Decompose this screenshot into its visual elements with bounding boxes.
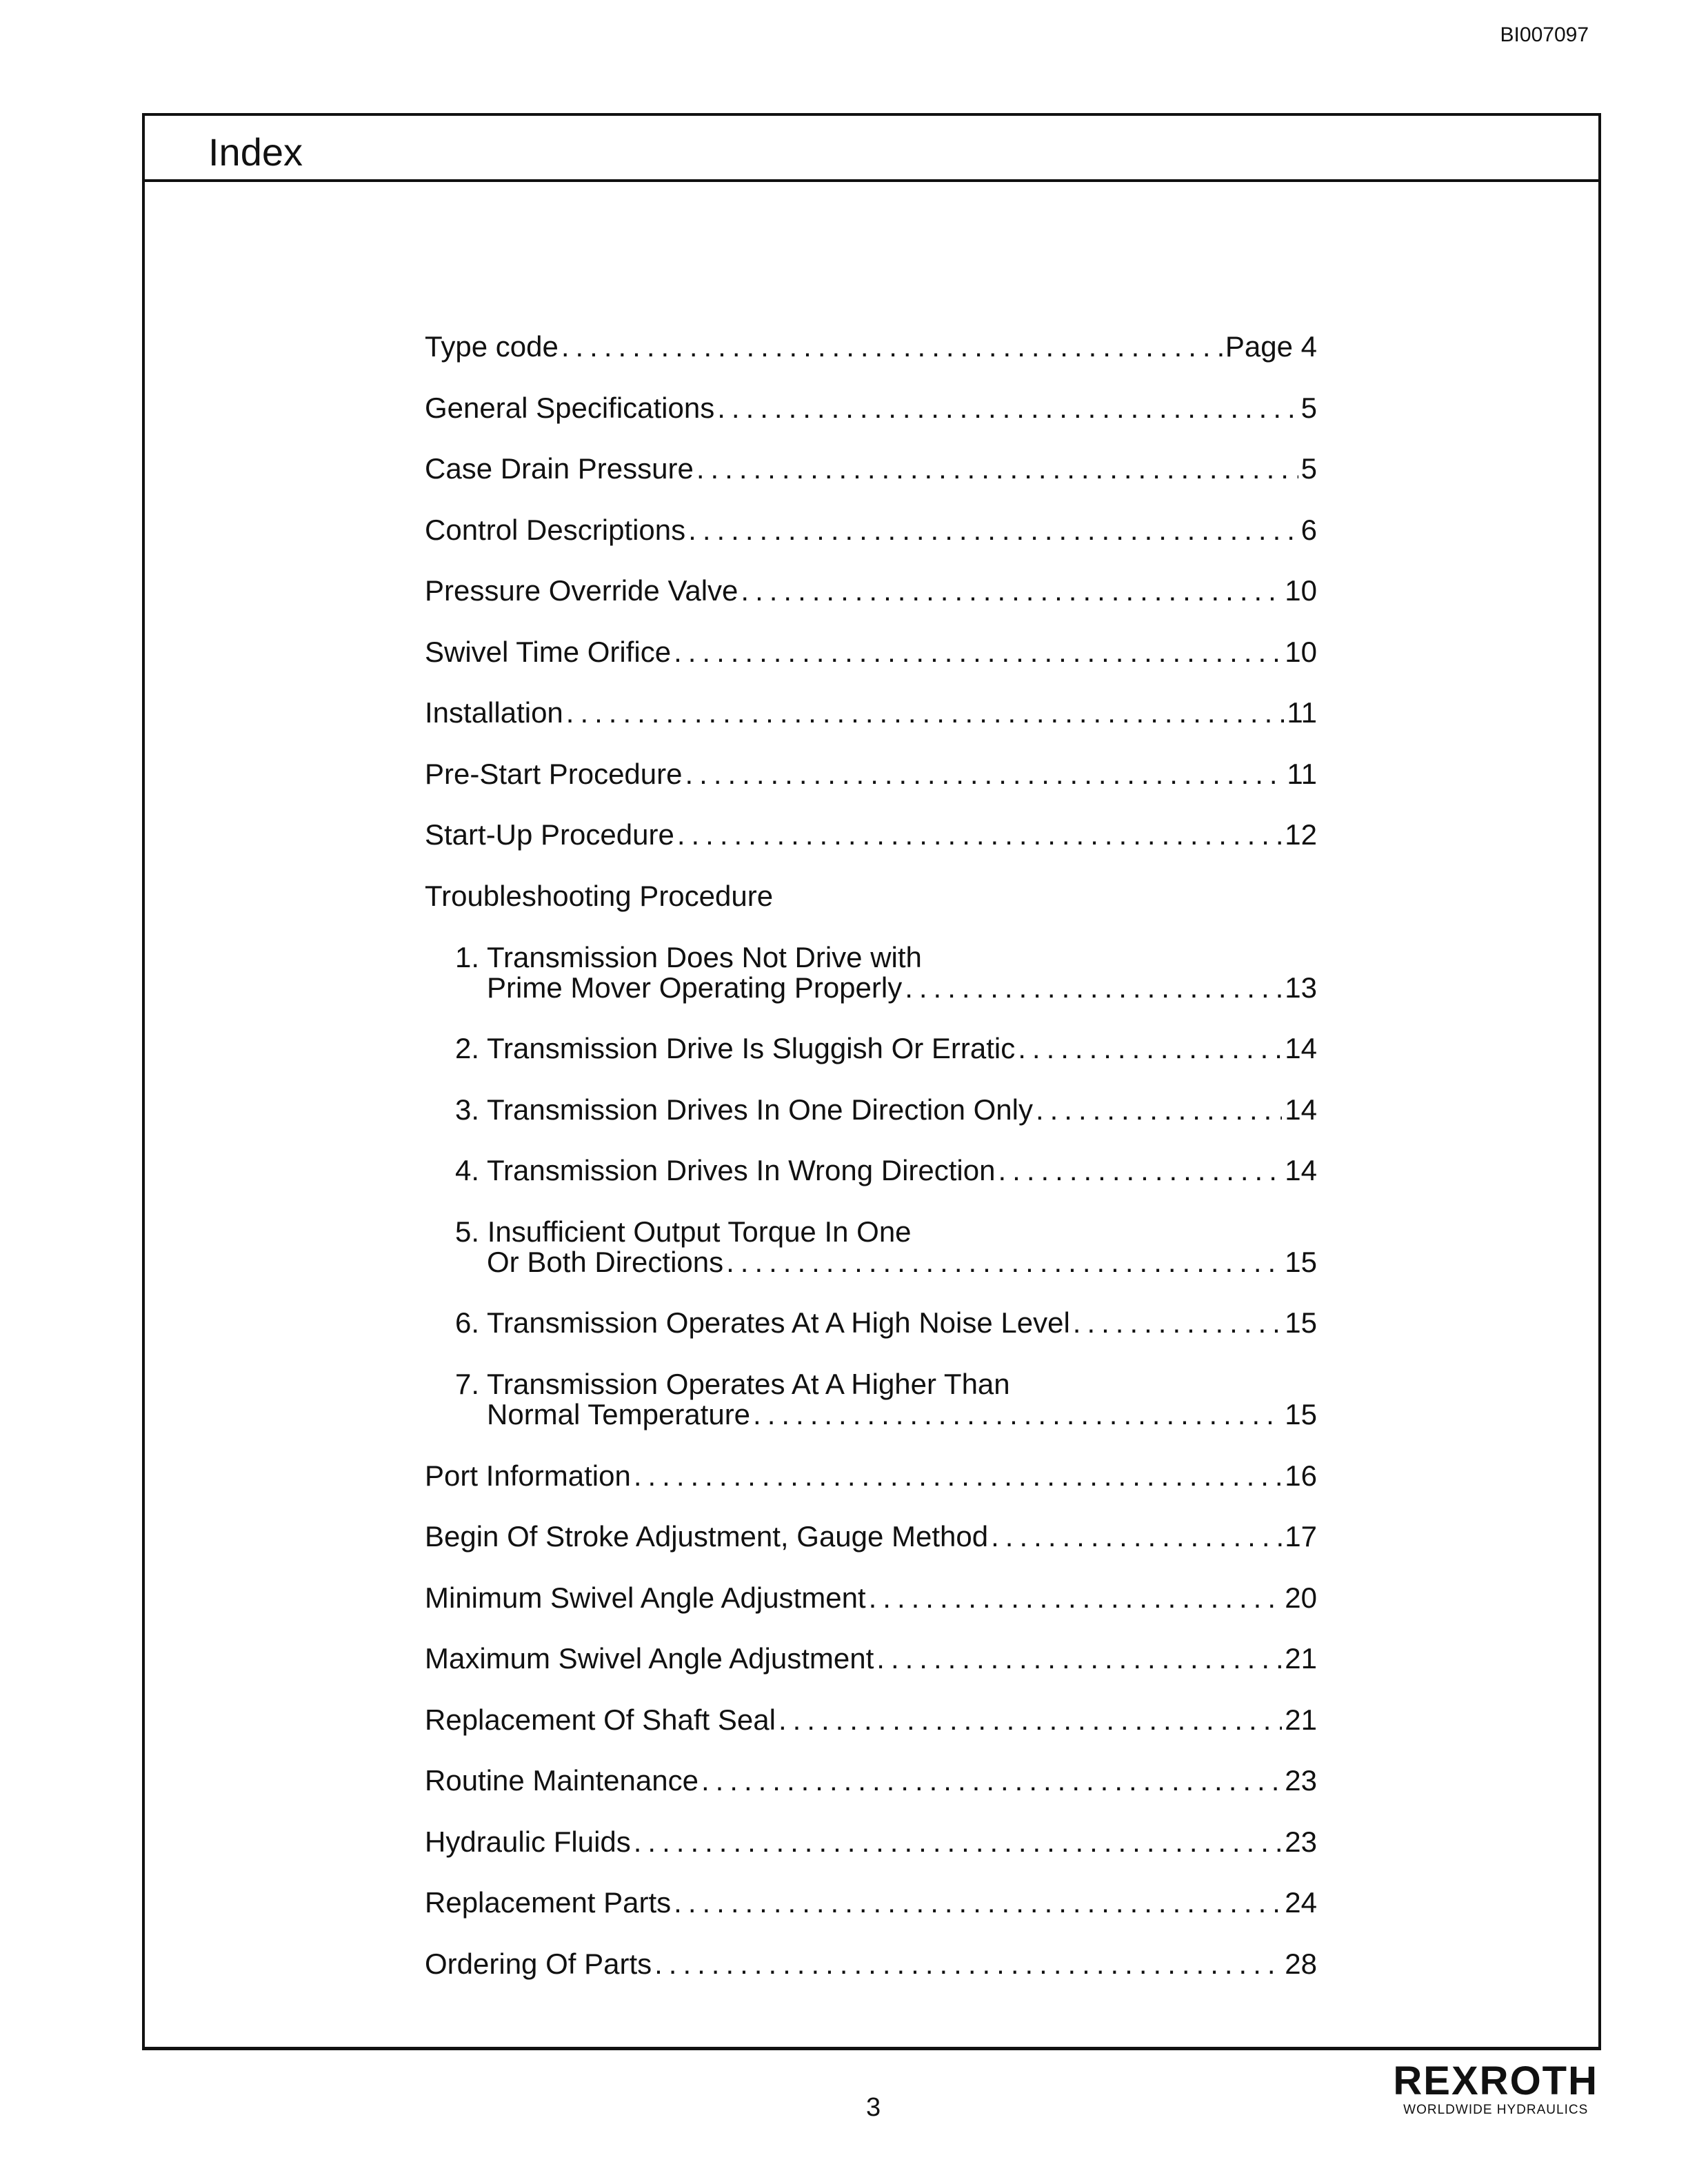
toc-entry-page: 21 [1285,1642,1317,1675]
rexroth-logo [1393,2061,1598,2118]
toc-entry-label: Type code [425,330,559,363]
toc-entry [425,392,1317,424]
toc-entry-page: 23 [1285,1826,1317,1858]
toc-entry-page: 13 [1285,971,1317,1004]
toc-entry-label: Pre-Start Procedure [425,758,683,790]
leader-dots [778,1704,1282,1736]
toc-entry [425,514,1317,546]
toc-entry-label: Swivel Time Orifice [425,636,672,668]
leader-dots [741,575,1282,607]
document-id: BI007097 [1500,23,1589,46]
toc-entry [425,758,1317,790]
leader-dots [696,453,1298,485]
leader-dots [566,697,1285,729]
toc-entry [425,1948,1317,1980]
toc-entry-page: 10 [1285,636,1317,668]
toc-entry-page: 6 [1300,514,1317,546]
troubleshooting-item-line1: 5. Insufficient Output Torque In One [455,1215,912,1248]
toc-entry-page: 15 [1285,1398,1317,1430]
leader-dots [753,1399,1282,1430]
toc-entry-label: Pressure Override Valve [425,574,738,607]
toc-entry-label: Minimum Swivel Angle Adjustment [425,1581,866,1614]
toc-entry-label: Control Descriptions [425,514,686,546]
troubleshooting-item-label: 4. Transmission Drives In Wrong Direction [455,1154,996,1186]
toc-entry [425,1887,1317,1919]
troubleshooting-item [455,972,1317,1004]
leader-dots [905,972,1282,1004]
toc-entry-page: 15 [1285,1246,1317,1278]
leader-dots [677,819,1282,851]
toc-entry-label: Maximum Swivel Angle Adjustment [425,1642,874,1675]
toc-entry-page: 21 [1285,1703,1317,1736]
toc-entry [425,1521,1317,1553]
troubleshooting-item-label: Prime Mover Operating Properly [487,971,903,1004]
toc-entry [425,1643,1317,1675]
troubleshooting-item-label: 6. Transmission Operates At A High Noise Level [455,1306,1070,1339]
troubleshooting-item [455,1155,1317,1186]
toc-entry-page: 11 [1287,696,1317,729]
toc-entry-page: 23 [1285,1764,1317,1797]
page-number: 3 [866,2093,881,2122]
toc-entry-label: Begin Of Stroke Adjustment, Gauge Method [425,1520,989,1553]
troubleshooting-item-label: 3. Transmission Drives In One Direction Only [455,1093,1033,1126]
toc-entry [425,1826,1317,1858]
toc-entry-label: Case Drain Pressure [425,452,694,485]
leader-dots [688,514,1298,546]
leader-dots [701,1765,1282,1797]
toc-entry-label: Start-Up Procedure [425,818,674,851]
leader-dots [998,1155,1282,1186]
troubleshooting-item [455,1094,1317,1126]
leader-dots [654,1948,1282,1980]
toc-entry [425,1582,1317,1614]
leader-dots [726,1246,1282,1278]
toc-entry-page: 5 [1300,392,1317,424]
leader-dots [991,1521,1282,1553]
toc-entry-page: 16 [1285,1459,1317,1492]
leader-dots [1073,1307,1282,1339]
toc-entry [425,331,1317,363]
leader-dots [869,1582,1283,1614]
toc-entry-page: 15 [1285,1306,1317,1339]
troubleshooting-item-line1: 1. Transmission Does Not Drive with [455,941,922,973]
troubleshooting-item [455,1033,1317,1064]
toc-entry-label: Routine Maintenance [425,1764,699,1797]
leader-dots [634,1826,1283,1858]
toc-entry-page: 20 [1285,1581,1317,1614]
toc-entry-label: Hydraulic Fluids [425,1826,631,1858]
toc-entry-page: Page 4 [1225,330,1317,363]
toc-entry-label: Replacement Of Shaft Seal [425,1703,776,1736]
toc-entry [425,819,1317,851]
toc-entry-label: Ordering Of Parts [425,1948,652,1980]
toc-entry-label: Installation [425,696,563,729]
troubleshooting-item-label: 2. Transmission Drive Is Sluggish Or Erratic [455,1032,1016,1064]
toc-entry [425,1704,1317,1736]
leader-dots [1036,1094,1282,1126]
title-bar [142,113,1601,182]
troubleshooting-item-line1: 7. Transmission Operates At A Higher Than [455,1368,1010,1400]
leader-dots [674,1887,1282,1919]
page-title: Index [208,130,303,174]
toc-entry-page: 17 [1285,1520,1317,1553]
toc-entry-page: 14 [1285,1154,1317,1186]
troubleshooting-item [455,1307,1317,1339]
toc-entry [425,453,1317,485]
toc-entry-page: 14 [1285,1093,1317,1126]
leader-dots [717,392,1298,424]
toc-entry-label: Port Information [425,1459,631,1492]
leader-dots [674,636,1282,668]
toc-entry-page: 28 [1285,1948,1317,1980]
toc-entry-page: 12 [1285,818,1317,851]
toc-entry-page: 24 [1285,1886,1317,1919]
troubleshooting-item-label: Or Both Directions [487,1246,724,1278]
leader-dots [634,1460,1282,1492]
logo-tagline: WORLDWIDE HYDRAULICS [1403,2103,1589,2117]
toc-entry-label: General Specifications [425,392,715,424]
toc-entry-page: 11 [1287,758,1317,790]
troubleshooting-item [455,1246,1317,1278]
leader-dots [561,331,1223,363]
toc-entry-page: 5 [1300,452,1317,485]
toc-entry [425,697,1317,729]
troubleshooting-item-label: Normal Temperature [487,1398,751,1430]
troubleshooting-item [455,1399,1317,1430]
toc-entry [425,575,1317,607]
toc-entry [425,1765,1317,1797]
toc-entry-page: 14 [1285,1032,1317,1064]
toc-entry [425,1460,1317,1492]
leader-dots [876,1643,1282,1675]
toc-entry-label: Replacement Parts [425,1886,672,1919]
toc-entry [425,636,1317,668]
leader-dots [1018,1033,1282,1064]
leader-dots [685,758,1285,790]
troubleshooting-heading: Troubleshooting Procedure [425,880,774,912]
logo-brand: REXROTH [1393,2059,1598,2103]
toc-entry-page: 10 [1285,574,1317,607]
